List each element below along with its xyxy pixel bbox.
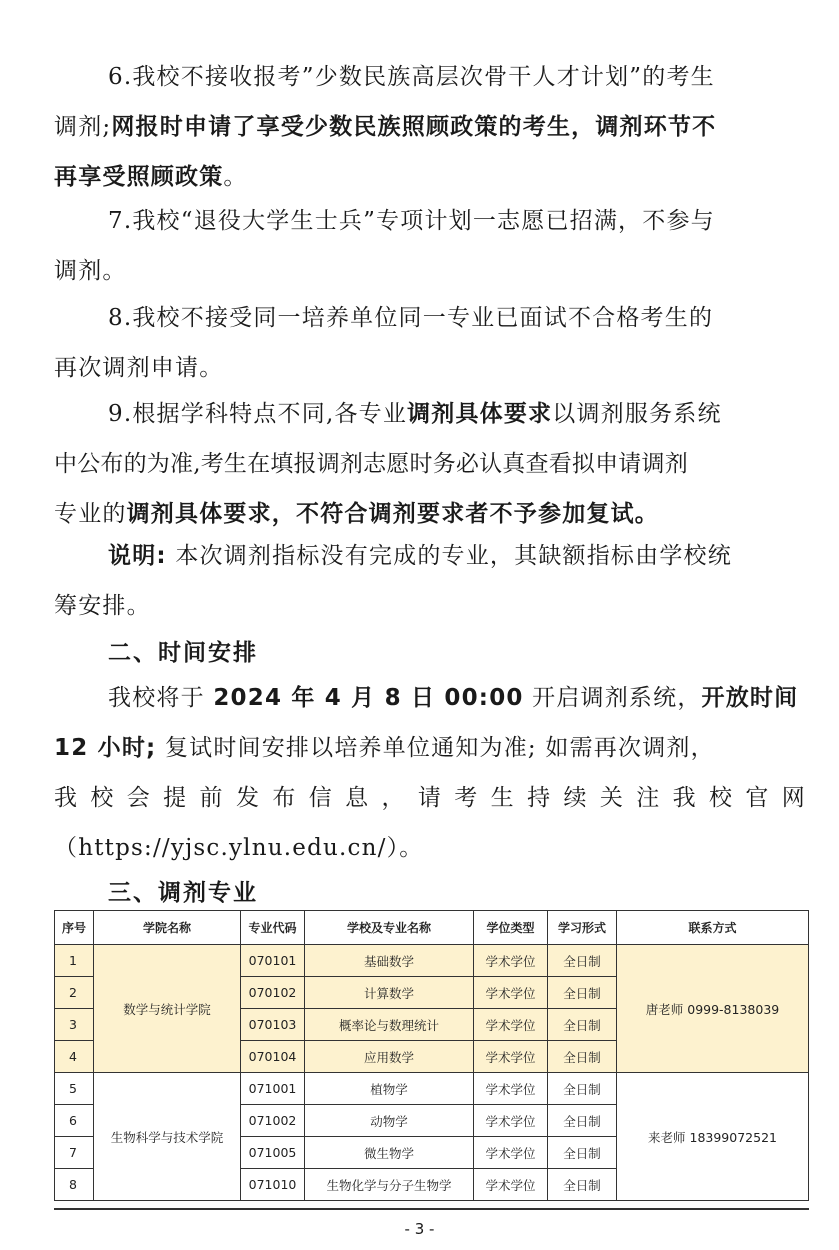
table-bottom-rule bbox=[54, 1208, 809, 1210]
cell-no: 4 bbox=[55, 1041, 94, 1073]
cell-college: 数学与统计学院 bbox=[94, 945, 241, 1073]
cell-mode: 全日制 bbox=[548, 1137, 617, 1169]
cell-code: 071001 bbox=[241, 1073, 305, 1105]
cell-degree: 学术学位 bbox=[474, 1169, 548, 1201]
cell-major: 植物学 bbox=[305, 1073, 474, 1105]
page-number: - 3 - bbox=[404, 1220, 435, 1238]
header-no: 序号 bbox=[55, 911, 94, 945]
cell-no: 2 bbox=[55, 977, 94, 1009]
cell-degree: 学术学位 bbox=[474, 977, 548, 1009]
item-6-line-1: 6.我校不接收报考”少数民族高层次骨干人才计划”的考生 bbox=[108, 64, 715, 90]
cell-degree: 学术学位 bbox=[474, 1041, 548, 1073]
item-8-line-2: 再次调剂申请。 bbox=[54, 355, 224, 381]
cell-no: 3 bbox=[55, 1009, 94, 1041]
item-8 bbox=[54, 293, 806, 393]
cell-mode: 全日制 bbox=[548, 1073, 617, 1105]
item-6-line-3-plain: 。 bbox=[223, 164, 248, 190]
header-mode: 学习形式 bbox=[548, 911, 617, 945]
section-3-heading: 三、调剂专业 bbox=[108, 880, 258, 906]
item-9-line-2: 中公布的为准,考生在填报调剂志愿时务必认真查看拟申请调剂 bbox=[54, 451, 688, 477]
table-row bbox=[55, 945, 809, 977]
cell-degree: 学术学位 bbox=[474, 1009, 548, 1041]
table-header-row bbox=[55, 911, 809, 945]
cell-mode: 全日制 bbox=[548, 1041, 617, 1073]
item-6 bbox=[54, 52, 806, 202]
cell-mode: 全日制 bbox=[548, 1009, 617, 1041]
cell-no: 6 bbox=[55, 1105, 94, 1137]
item-7-line-1: 7.我校“退役大学生士兵”专项计划一志愿已招满，不参与 bbox=[108, 208, 715, 234]
item-9-line-1-rest: 以调剂服务系统 bbox=[552, 401, 722, 427]
item-7 bbox=[54, 196, 806, 296]
section-2-line-1-mid: 开启调剂系统， bbox=[532, 685, 702, 711]
section-2-date: 2024 年 4 月 8 日 00:00 bbox=[213, 685, 524, 711]
section-2-line-1-plain: 我校将于 bbox=[108, 685, 205, 711]
cell-degree: 学术学位 bbox=[474, 945, 548, 977]
table-row bbox=[55, 1073, 809, 1105]
item-6-line-2-plain: 调剂; bbox=[54, 114, 112, 140]
section-2-heading: 二、时间安排 bbox=[108, 640, 258, 666]
section-2-open-time: 开放时间 bbox=[701, 685, 799, 711]
item-9-line-3-bold: 调剂具体要求，不符合调剂要求者不予参加复试。 bbox=[126, 501, 660, 527]
header-code: 专业代码 bbox=[241, 911, 305, 945]
cell-code: 071010 bbox=[241, 1169, 305, 1201]
cell-major: 生物化学与分子生物学 bbox=[305, 1169, 474, 1201]
cell-no: 7 bbox=[55, 1137, 94, 1169]
item-6-line-2-bold: 网报时申请了享受少数民族照顾政策的考生，调剂环节不 bbox=[111, 114, 717, 140]
cell-code: 070103 bbox=[241, 1009, 305, 1041]
section-2-body bbox=[54, 673, 806, 873]
cell-major: 应用数学 bbox=[305, 1041, 474, 1073]
header-college: 学院名称 bbox=[94, 911, 241, 945]
note-line-1: 本次调剂指标没有完成的专业，其缺额指标由学校统 bbox=[175, 543, 732, 569]
item-9-line-1-plain: 9.根据学科特点不同,各专业 bbox=[108, 401, 408, 427]
cell-contact: 来老师 18399072521 bbox=[617, 1073, 809, 1201]
cell-college: 生物科学与技术学院 bbox=[94, 1073, 241, 1201]
item-7-line-2: 调剂。 bbox=[54, 258, 127, 284]
cell-no: 5 bbox=[55, 1073, 94, 1105]
cell-degree: 学术学位 bbox=[474, 1137, 548, 1169]
item-9-line-1-bold: 调剂具体要求 bbox=[407, 401, 553, 427]
header-major: 学校及专业名称 bbox=[305, 911, 474, 945]
cell-major: 动物学 bbox=[305, 1105, 474, 1137]
section-2-hours: 12 小时; bbox=[54, 735, 157, 761]
cell-mode: 全日制 bbox=[548, 945, 617, 977]
cell-mode: 全日制 bbox=[548, 1105, 617, 1137]
header-contact: 联系方式 bbox=[617, 911, 809, 945]
item-9-line-3-plain: 专业的 bbox=[54, 501, 127, 527]
cell-major: 计算数学 bbox=[305, 977, 474, 1009]
cell-no: 1 bbox=[55, 945, 94, 977]
note-line-2: 筹安排。 bbox=[54, 593, 151, 619]
cell-major: 微生物学 bbox=[305, 1137, 474, 1169]
cell-degree: 学术学位 bbox=[474, 1073, 548, 1105]
note bbox=[54, 531, 806, 631]
item-9 bbox=[54, 389, 806, 539]
cell-code: 070101 bbox=[241, 945, 305, 977]
cell-major: 基础数学 bbox=[305, 945, 474, 977]
cell-mode: 全日制 bbox=[548, 977, 617, 1009]
majors-table bbox=[54, 910, 809, 1201]
cell-code: 070102 bbox=[241, 977, 305, 1009]
cell-mode: 全日制 bbox=[548, 1169, 617, 1201]
item-8-line-1: 8.我校不接受同一培养单位同一专业已面试不合格考生的 bbox=[108, 305, 714, 331]
cell-contact: 唐老师 0999-8138039 bbox=[617, 945, 809, 1073]
cell-code: 070104 bbox=[241, 1041, 305, 1073]
section-2-website: （https://yjsc.ylnu.edu.cn/）。 bbox=[54, 835, 424, 861]
cell-code: 071005 bbox=[241, 1137, 305, 1169]
cell-degree: 学术学位 bbox=[474, 1105, 548, 1137]
item-6-line-3-bold: 再享受照顾政策 bbox=[54, 164, 224, 190]
cell-code: 071002 bbox=[241, 1105, 305, 1137]
cell-no: 8 bbox=[55, 1169, 94, 1201]
cell-major: 概率论与数理统计 bbox=[305, 1009, 474, 1041]
section-2-line-2: 复试时间安排以培养单位通知为准; 如需再次调剂， bbox=[164, 735, 715, 761]
header-degree: 学位类型 bbox=[474, 911, 548, 945]
section-2-line-3: 我校会提前发布信息，请考生持续关注我校官网 bbox=[54, 785, 806, 811]
note-label: 说明: bbox=[108, 543, 167, 569]
